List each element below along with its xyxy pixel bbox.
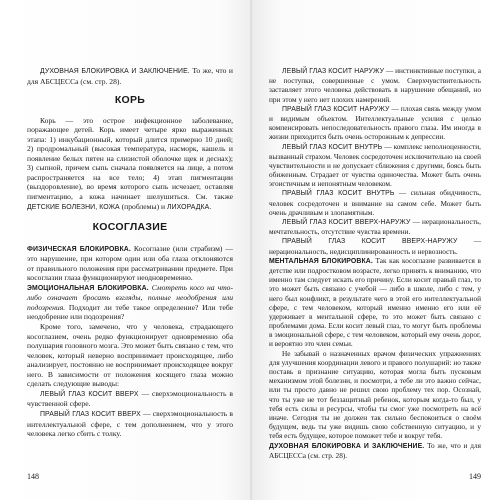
paragraph-text: — инстинктивные поступки, а не поступки, совершенные с умом. Сверхчувствительность заставляет этого человека действовать в нарушение обещаний, но при этом у него нет плохих намерений. xyxy=(269,66,481,104)
paragraph xyxy=(27,389,233,409)
paragraph-text: — сильная обидчивость, человек сосредоточен и внимание на самом себе. Может быть очень драчливым и злопамятным. xyxy=(269,188,481,217)
paragraph-text: — сверхэмоциональность в интеллектуальной сфере, с тем дополнением, что у этого человека легко сбить с толку. xyxy=(27,408,234,439)
paragraph-text: Не забывай о назначенных врачом физических упражнениях для улучшения координации левого и правого полушарий: но также поставь в признание ситуацию, которая могла быть пусковым механизмом этой болезни, и посмотри, а тебе ли это важно сейчас, или ты просто давно не решил свою проблему тех пор. Осознай, что ты уже не тот беззащитный ребенок, которым когда-то был, у тебя есть силы и ресурсы, чтобы ты смог уже посмотреть на всё иначе. Сегодня ты не должен так сильно беспокоиться о своём будущем, ведь ты уже видишь свою собственную ситуацию, и у тебя есть будущее, которое поможет тебе и вокруг тебя. xyxy=(269,348,481,441)
paragraph xyxy=(27,283,233,322)
paragraph xyxy=(269,236,481,255)
paragraph xyxy=(269,349,481,441)
page-number: 148 xyxy=(27,472,39,481)
paragraph-text: — сверхэмоциональность в чувственной сфере. xyxy=(27,388,233,409)
paragraph-text: Корь — это острое инфекционное заболевание, поражающее детей. Корь имеет четыре ярко выраженных этапа: 1) инкубационный, который длится примерно 10 дней; 2) продромальный (высокая температура, насморк, кашель и появление белых пятен на слизистой оболочке щек и деснах); 3) сыпной, причем сыпь сначала появляется на лице, а потом распространяется на все тело; 4) этап пигментации (выздоровление), во время которого сыпь исчезает, оставляя пигментацию, а кожа начинает шелушиться. См. также xyxy=(27,115,233,202)
paragraph xyxy=(27,116,233,212)
right-page-text xyxy=(269,66,481,460)
paragraph xyxy=(269,142,481,189)
paragraph xyxy=(269,188,481,217)
paragraph-text: То же, что и для АБСЦЕССа (см. стр. 28). xyxy=(269,440,481,460)
heading-measles: КОРЬ xyxy=(114,94,146,107)
page-number: 149 xyxy=(469,472,481,481)
section-label: ЛЕВЫЙ ГЛАЗ КОСИТ НАРУЖУ xyxy=(282,68,385,75)
section-label: ДУХОВНАЯ БЛОКИРОВКА И ЗАКЛЮЧЕНИЕ. xyxy=(269,442,425,450)
paragraph-text: — нерациональность, мечтательность, отсутствие чувства времени. xyxy=(269,217,481,237)
paragraph-text: — комплекс неполноценности, вызванный страхом. Человек сосредоточен исключительно на своей чувствительности и не допускает сближения с другими, боясь быть обиженным. Страдает от чувства одиночества. Может быть очень эгоистичным и непонятным человеком. xyxy=(269,141,481,189)
section-label: ПРАВЫЙ ГЛАЗ КОСИТ ВВЕРХ xyxy=(40,410,141,418)
paragraph xyxy=(27,244,233,283)
paragraph-text: — нерациональность, недисциплинированность и нервозность. xyxy=(269,236,481,256)
left-page-text xyxy=(27,66,233,439)
section-label: ПРАВЫЙ ГЛАЗ КОСИТ ВВЕРХ-НАРУЖУ xyxy=(282,238,458,246)
section-label: ПРАВЫЙ ГЛАЗ КОСИТ ВНУТРЬ xyxy=(282,190,395,198)
paragraph xyxy=(269,104,481,142)
section-label: ЭМОЦИОНАЛЬНАЯ БЛОКИРОВКА. xyxy=(27,284,149,292)
paragraph xyxy=(269,256,481,349)
paragraph xyxy=(269,441,481,460)
paragraph-text: . xyxy=(209,201,212,211)
heading-strabismus: КОСОГЛАЗИЕ xyxy=(92,221,168,234)
section-label: ПРАВЫЙ ГЛАЗ КОСИТ НАРУЖУ xyxy=(282,105,390,113)
paragraph xyxy=(27,66,233,86)
paragraph-text: То же, что и для АБСЦЕССа (см. стр. 28). xyxy=(27,66,233,86)
paragraph xyxy=(269,66,481,104)
section-label: ЛЕВЫЙ ГЛАЗ КОСИТ ВВЕРХ xyxy=(40,390,139,398)
cross-reference: ЛИХОРАДКА xyxy=(166,203,210,211)
paragraph-text: Так как косоглазие развивается в детстве или подростковом возрасте, легко принять к вниманию, что именно там следует искать его причину. Если косит правый глаз, то это может быть связано с учебой — либо в школе, либо с тем, у него был конфликт, в результате чего в этой его интеллектуальной сфере, с тем человеком, который именно именно его или её удерживает в ментальной сфере, то это может быть связано с проблемами дома. Если косит левый глаз, то могут быть проблемы в эмоциональной сфере, с тем человеком, который ему очень дорог, и вероятно это член семьи. xyxy=(269,255,481,349)
paragraph-text: Подходит ли тебе такое определение? Или тебе неодобрение или подозрения? xyxy=(27,302,233,322)
paragraph xyxy=(27,409,233,439)
paragraph xyxy=(269,217,481,236)
italic-text: Смотреть косо на что-либо означает бросать взгляды, полные неодобрения или подозрения. xyxy=(27,282,234,312)
right-page xyxy=(252,0,500,500)
cross-reference: ДЕТСКИЕ БОЛЕЗНИ, КОЖА xyxy=(27,203,120,211)
section-label: ЛЕВЫЙ ГЛАЗ КОСИТ ВНУТРЬ xyxy=(282,143,383,151)
paragraph-text: — плохая связь между умом и видимым объектом. Интеллектуальные усилия с целью компенсировать непоследовательность правого глаза. Им иногда в жизни приходится быть очень осторожным к депрессии. xyxy=(269,103,481,142)
paragraph-text: Кроме того, замечено, что у человека, страдающего косоглазием, очень редко функционирует одновременно оба полушария головного мозга. Это может быть связано с тем, что человек, который неверно воспринимает происходящее, либо анализирует, постоянно не воспринимает происходящее вокруг него. В зависимости от положения косящего глаза можно сделать следующие выводы: xyxy=(27,322,233,389)
paragraph xyxy=(27,322,233,389)
paragraph-text: Косоглазие (или страбизм) — это нарушение, при котором один или оба глаза отклоняются от правильного положения при рассматривании предмете. При косоглазии глаза функционируют неодновременно. xyxy=(27,243,233,283)
section-label: МЕНТАЛЬНАЯ БЛОКИРОВКА. xyxy=(269,257,373,265)
paragraph-text: (проблемы) и xyxy=(119,201,167,211)
section-label: ДУХОВНАЯ БЛОКИРОВКА И ЗАКЛЮЧЕНИЕ. xyxy=(40,68,190,75)
section-label: ФИЗИЧЕСКАЯ БЛОКИРОВКА. xyxy=(27,245,131,253)
section-label: ЛЕВЫЙ ГЛАЗ КОСИТ ВВЕРХ-НАРУЖУ xyxy=(282,219,411,226)
